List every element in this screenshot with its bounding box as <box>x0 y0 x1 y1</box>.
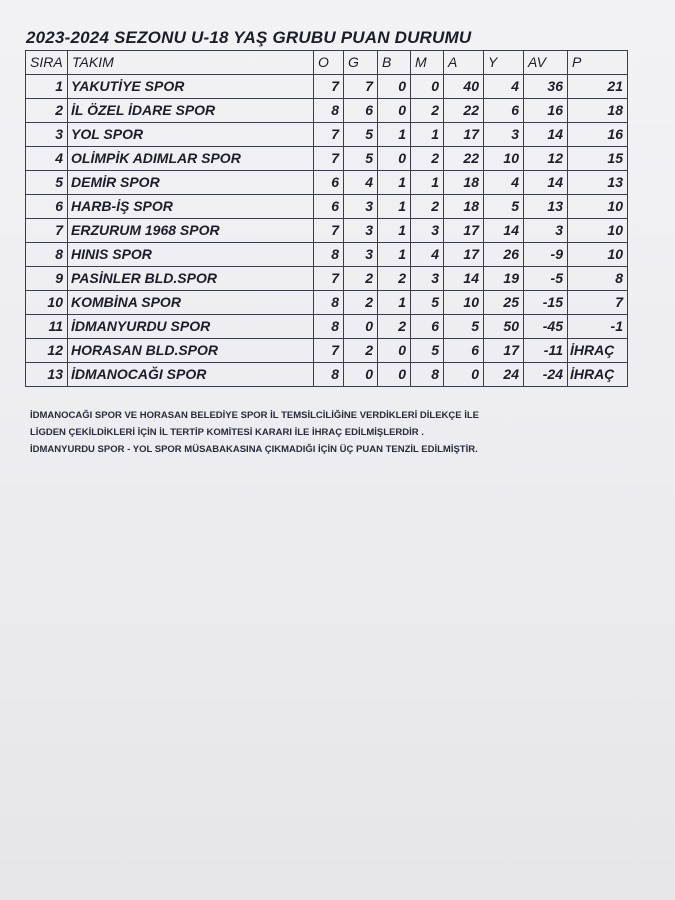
played-cell: 8 <box>314 291 344 315</box>
won-cell: 2 <box>344 339 378 363</box>
won-cell: 7 <box>344 75 378 99</box>
drawn-cell: 1 <box>378 243 411 267</box>
goal-diff-cell: 3 <box>524 219 568 243</box>
lost-cell: 8 <box>411 363 444 387</box>
goals-for-cell: 17 <box>444 243 484 267</box>
won-cell: 3 <box>344 219 378 243</box>
goals-for-cell: 6 <box>444 339 484 363</box>
lost-cell: 5 <box>411 339 444 363</box>
goal-diff-cell: 14 <box>524 171 568 195</box>
goals-for-cell: 10 <box>444 291 484 315</box>
played-cell: 8 <box>314 99 344 123</box>
rank-cell: 8 <box>26 243 68 267</box>
goals-for-cell: 5 <box>444 315 484 339</box>
team-cell: İDMANYURDU SPOR <box>68 315 314 339</box>
col-header-goals-against: Y <box>484 51 524 75</box>
rank-cell: 9 <box>26 267 68 291</box>
rank-cell: 2 <box>26 99 68 123</box>
points-cell: 16 <box>568 123 628 147</box>
note-line: LİGDEN ÇEKİLDİKLERİ İÇİN İL TERTİP KOMİTESİ KARARI İLE İHRAÇ EDİLMİŞLERDİR . <box>30 427 424 438</box>
drawn-cell: 1 <box>378 291 411 315</box>
points-cell: 13 <box>568 171 628 195</box>
table-row <box>26 315 628 339</box>
won-cell: 0 <box>344 315 378 339</box>
goals-against-cell: 5 <box>484 195 524 219</box>
goals-against-cell: 3 <box>484 123 524 147</box>
col-header-rank: SIRA <box>26 51 68 75</box>
drawn-cell: 1 <box>378 219 411 243</box>
points-cell: İHRAÇ <box>568 339 628 363</box>
goal-diff-cell: -5 <box>524 267 568 291</box>
table-row <box>26 75 628 99</box>
lost-cell: 2 <box>411 147 444 171</box>
won-cell: 5 <box>344 123 378 147</box>
goals-for-cell: 18 <box>444 171 484 195</box>
table-row <box>26 363 628 387</box>
rank-cell: 7 <box>26 219 68 243</box>
goal-diff-cell: -24 <box>524 363 568 387</box>
rank-cell: 1 <box>26 75 68 99</box>
table-row <box>26 99 628 123</box>
played-cell: 7 <box>314 267 344 291</box>
goals-against-cell: 25 <box>484 291 524 315</box>
header-row <box>26 51 628 75</box>
points-cell: 8 <box>568 267 628 291</box>
drawn-cell: 1 <box>378 195 411 219</box>
team-cell: İL ÖZEL İDARE SPOR <box>68 99 314 123</box>
standings-table <box>25 50 628 387</box>
goals-for-cell: 22 <box>444 99 484 123</box>
won-cell: 6 <box>344 99 378 123</box>
note-line: İDMANOCAĞI SPOR VE HORASAN BELEDİYE SPOR İL TEMSİLCİLİĞİNE VERDİKLERİ DİLEKÇE İLE <box>30 410 480 421</box>
points-cell: 7 <box>568 291 628 315</box>
goal-diff-cell: 36 <box>524 75 568 99</box>
lost-cell: 0 <box>411 75 444 99</box>
rank-cell: 10 <box>26 291 68 315</box>
table-row <box>26 195 628 219</box>
played-cell: 8 <box>314 363 344 387</box>
goals-against-cell: 19 <box>484 267 524 291</box>
notes-block <box>30 407 479 458</box>
col-header-goals-for: A <box>444 51 484 75</box>
drawn-cell: 2 <box>378 267 411 291</box>
lost-cell: 6 <box>411 315 444 339</box>
points-cell: 10 <box>568 195 628 219</box>
col-header-points: P <box>568 51 628 75</box>
goals-for-cell: 22 <box>444 147 484 171</box>
goals-against-cell: 50 <box>484 315 524 339</box>
goals-for-cell: 40 <box>444 75 484 99</box>
page-title: 2023-2024 SEZONU U-18 YAŞ GRUBU PUAN DURUMU <box>26 28 472 47</box>
goals-for-cell: 17 <box>444 123 484 147</box>
points-cell: 21 <box>568 75 628 99</box>
goals-against-cell: 24 <box>484 363 524 387</box>
goal-diff-cell: -9 <box>524 243 568 267</box>
table-row <box>26 147 628 171</box>
note-line: İDMANYURDU SPOR - YOL SPOR MÜSABAKASINA ÇIKMADIĞI İÇİN ÜÇ PUAN TENZİL EDİLMİŞTİR. <box>30 444 478 455</box>
team-cell: İDMANOCAĞI SPOR <box>68 363 314 387</box>
team-cell: OLİMPİK ADIMLAR SPOR <box>68 147 314 171</box>
goal-diff-cell: -15 <box>524 291 568 315</box>
won-cell: 3 <box>344 243 378 267</box>
drawn-cell: 0 <box>378 339 411 363</box>
team-cell: YAKUTİYE SPOR <box>68 75 314 99</box>
goals-against-cell: 17 <box>484 339 524 363</box>
table-row <box>26 123 628 147</box>
goal-diff-cell: 14 <box>524 123 568 147</box>
won-cell: 2 <box>344 267 378 291</box>
played-cell: 7 <box>314 339 344 363</box>
played-cell: 6 <box>314 195 344 219</box>
col-header-team: TAKIM <box>68 51 314 75</box>
lost-cell: 3 <box>411 219 444 243</box>
team-cell: PASİNLER BLD.SPOR <box>68 267 314 291</box>
goals-against-cell: 4 <box>484 75 524 99</box>
col-header-lost: M <box>411 51 444 75</box>
lost-cell: 4 <box>411 243 444 267</box>
table-row <box>26 339 628 363</box>
rank-cell: 13 <box>26 363 68 387</box>
goals-against-cell: 26 <box>484 243 524 267</box>
table-row <box>26 171 628 195</box>
played-cell: 7 <box>314 219 344 243</box>
points-cell: İHRAÇ <box>568 363 628 387</box>
won-cell: 2 <box>344 291 378 315</box>
table-row <box>26 267 628 291</box>
table-row <box>26 219 628 243</box>
points-cell: 15 <box>568 147 628 171</box>
played-cell: 8 <box>314 315 344 339</box>
lost-cell: 1 <box>411 123 444 147</box>
table-row <box>26 291 628 315</box>
team-cell: DEMİR SPOR <box>68 171 314 195</box>
points-cell: 10 <box>568 243 628 267</box>
goal-diff-cell: -11 <box>524 339 568 363</box>
goals-for-cell: 18 <box>444 195 484 219</box>
col-header-goal-diff: AV <box>524 51 568 75</box>
won-cell: 3 <box>344 195 378 219</box>
lost-cell: 2 <box>411 99 444 123</box>
goals-for-cell: 17 <box>444 219 484 243</box>
team-cell: YOL SPOR <box>68 123 314 147</box>
played-cell: 8 <box>314 243 344 267</box>
played-cell: 7 <box>314 123 344 147</box>
team-cell: HARB-İŞ SPOR <box>68 195 314 219</box>
col-header-played: O <box>314 51 344 75</box>
played-cell: 7 <box>314 75 344 99</box>
goals-against-cell: 10 <box>484 147 524 171</box>
goals-for-cell: 14 <box>444 267 484 291</box>
drawn-cell: 0 <box>378 75 411 99</box>
rank-cell: 11 <box>26 315 68 339</box>
goal-diff-cell: -45 <box>524 315 568 339</box>
lost-cell: 1 <box>411 171 444 195</box>
played-cell: 7 <box>314 147 344 171</box>
rank-cell: 4 <box>26 147 68 171</box>
col-header-won: G <box>344 51 378 75</box>
col-header-drawn: B <box>378 51 411 75</box>
played-cell: 6 <box>314 171 344 195</box>
team-cell: ERZURUM 1968 SPOR <box>68 219 314 243</box>
won-cell: 4 <box>344 171 378 195</box>
drawn-cell: 1 <box>378 123 411 147</box>
team-cell: KOMBİNA SPOR <box>68 291 314 315</box>
table-row <box>26 243 628 267</box>
drawn-cell: 0 <box>378 99 411 123</box>
goals-against-cell: 4 <box>484 171 524 195</box>
points-cell: 10 <box>568 219 628 243</box>
drawn-cell: 0 <box>378 363 411 387</box>
goal-diff-cell: 16 <box>524 99 568 123</box>
drawn-cell: 1 <box>378 171 411 195</box>
rank-cell: 6 <box>26 195 68 219</box>
lost-cell: 3 <box>411 267 444 291</box>
goal-diff-cell: 12 <box>524 147 568 171</box>
rank-cell: 12 <box>26 339 68 363</box>
goals-against-cell: 6 <box>484 99 524 123</box>
lost-cell: 5 <box>411 291 444 315</box>
won-cell: 0 <box>344 363 378 387</box>
goals-against-cell: 14 <box>484 219 524 243</box>
rank-cell: 3 <box>26 123 68 147</box>
points-cell: -1 <box>568 315 628 339</box>
goal-diff-cell: 13 <box>524 195 568 219</box>
drawn-cell: 0 <box>378 147 411 171</box>
goals-for-cell: 0 <box>444 363 484 387</box>
rank-cell: 5 <box>26 171 68 195</box>
drawn-cell: 2 <box>378 315 411 339</box>
team-cell: HORASAN BLD.SPOR <box>68 339 314 363</box>
team-cell: HINIS SPOR <box>68 243 314 267</box>
lost-cell: 2 <box>411 195 444 219</box>
points-cell: 18 <box>568 99 628 123</box>
won-cell: 5 <box>344 147 378 171</box>
